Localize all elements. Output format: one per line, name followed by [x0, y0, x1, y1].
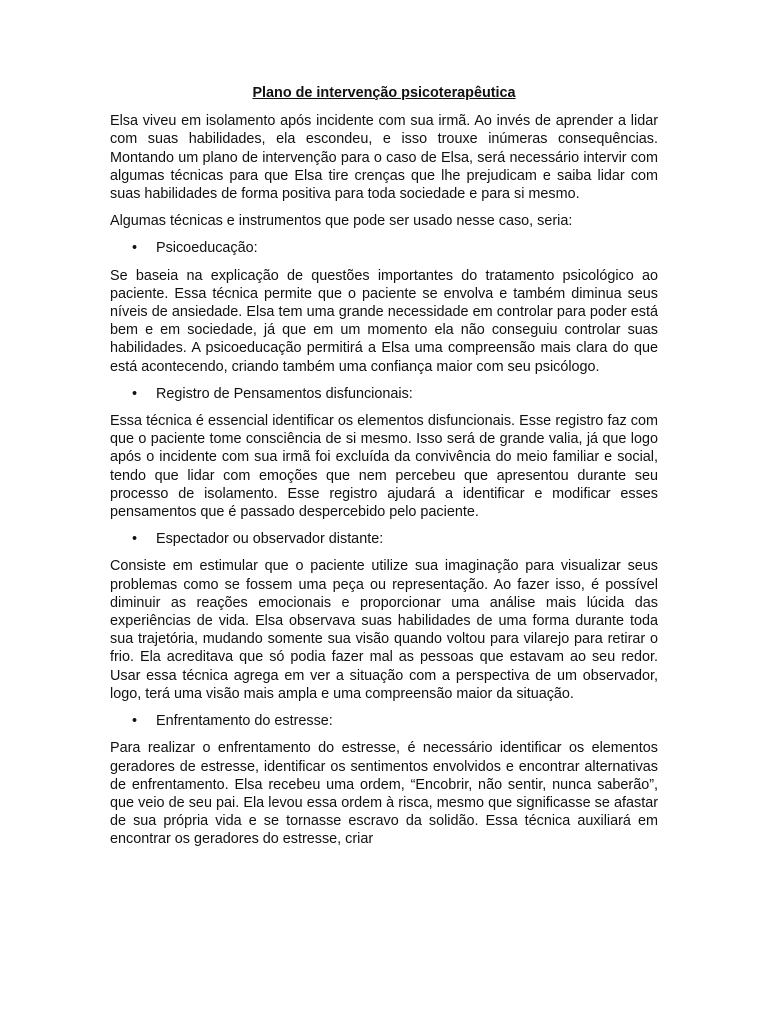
bullet-dot: •: [132, 240, 138, 257]
section-text-registro-pensamentos: Essa técnica é essencial identificar os elementos disfuncionais. Esse registro faz com que o paciente tome consciência de si mesmo. Isso será de grande valia, já que logo após o incidente com sua irmã foi excluída da convivência do meio familiar e social, tendo que lidar com emoções que nem percebeu que apresentou durante seu processo de isolamento. Esse registro ajudará a identificar e modificar esses pensamentos que é passado despercebido pelo paciente.: [110, 413, 658, 521]
section-heading: Espectador ou observador distante:: [156, 531, 384, 548]
document-page: [110, 84, 658, 858]
document-title: Plano de intervenção psicoterapêutica: [252, 85, 516, 101]
bullet-dot: •: [132, 385, 138, 402]
section-heading: Enfrentamento do estresse:: [156, 713, 333, 730]
section-heading: Registro de Pensamentos disfuncionais:: [156, 385, 413, 402]
techniques-lead: Algumas técnicas e instrumentos que pode ser usado nesse caso, seria:: [110, 213, 573, 230]
bullet-dot: •: [132, 713, 138, 730]
section-text-espectador: Consiste em estimular que o paciente utilize sua imaginação para visualizar seus problemas como se fossem uma peça ou representação. Ao fazer isso, é possível diminuir as reações emocionais e proporcionar uma análise mais lúcida das experiências de vida. Elsa observava suas habilidades de uma forma durante toda sua trajetória, mudando somente sua visão quando voltou para vilarejo para retirar o frio. Ela acreditava que só podia fazer mal as pessoas que estavam ao seu redor. Usar essa técnica agrega em ver a situação com a perspectiva de um observador, logo, terá uma visão mais ampla e uma compreensão maior da situação.: [110, 558, 658, 702]
section-text-enfrentamento-estresse: Para realizar o enfrentamento do estresse, é necessário identificar os elementos geradores de estresse, identificar os sentimentos envolvidos e encontrar alternativas de enfrentamento. Elsa recebeu uma ordem, “Encobrir, não sentir, nunca saberão”, que veio de seu pai. Ela levou essa ordem à risca, mesmo que significasse se afastar de sua própria vida e se tornasse escravo da solidão. Essa técnica auxiliará em encontrar os geradores do estresse, criar: [110, 740, 658, 848]
bullet-psicoeducacao: [110, 239, 658, 257]
bullet-enfrentamento-estresse: [110, 712, 658, 730]
intro-paragraph: Elsa viveu em isolamento após incidente com sua irmã. Ao invés de aprender a lidar com suas habilidades, ela escondeu, e isso trouxe inúmeras consequências. Montando um plano de intervenção para o caso de Elsa, será necessário intervir com algumas técnicas para que Elsa tire crenças que lhe prejudicam e saiba lidar com suas habilidades de forma positiva para toda sociedade e para si mesmo.: [110, 113, 658, 203]
section-heading: Psicoeducação:: [156, 240, 258, 257]
section-text-psicoeducacao: Se baseia na explicação de questões importantes do tratamento psicológico ao paciente. Essa técnica permite que o paciente se envolva e também diminua seus níveis de ansiedade. Elsa tem uma grande necessidade em controlar para poder está bem e em sociedade, já que em um momento ela não conseguiu controlar suas habilidades. A psicoeducação permitirá a Elsa uma compreensão mais clara do que está acontecendo, criando também uma confiança maior com seu psicólogo.: [110, 267, 658, 375]
bullet-espectador: [110, 530, 658, 548]
bullet-registro-pensamentos: [110, 385, 658, 403]
bullet-dot: •: [132, 531, 138, 548]
